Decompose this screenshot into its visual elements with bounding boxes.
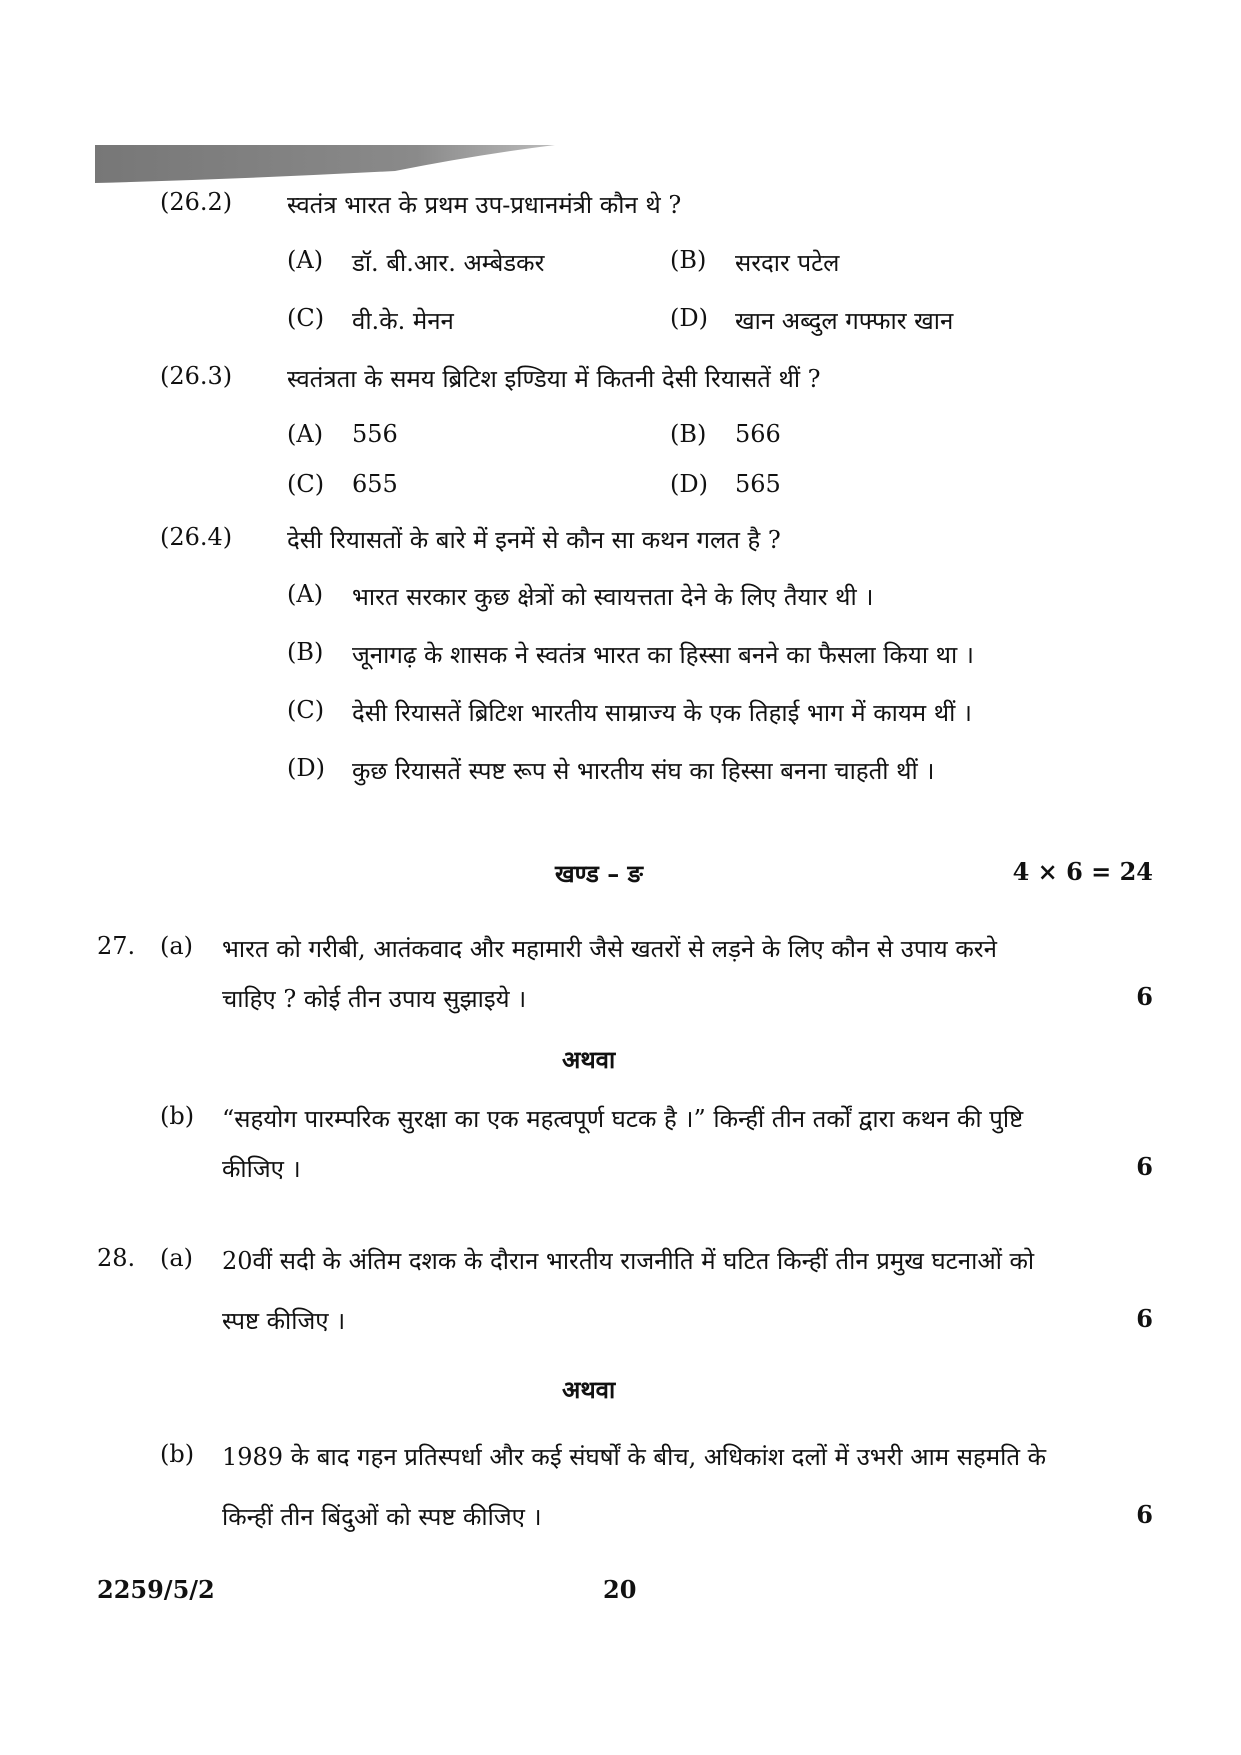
- option-label: (A): [287, 246, 324, 274]
- question-text: 1989 के बाद गहन प्रतिस्पर्धा और कई संघर्षों के बीच, अधिकांश दलों में उभरी आम सहमति के: [222, 1443, 1047, 1471]
- option-text: 566: [735, 420, 781, 448]
- option-text: वी.के. मेनन: [352, 307, 454, 335]
- part-label: (b): [160, 1102, 195, 1130]
- paper-code: 2259/5/2: [97, 1575, 215, 1604]
- option-label: (A): [287, 580, 324, 608]
- option-text: सरदार पटेल: [735, 249, 840, 277]
- question-number: 28.: [97, 1244, 136, 1272]
- option-label: (D): [670, 304, 708, 332]
- question-text: देसी रियासतों के बारे में इनमें से कौन सा कथन गलत है ?: [287, 526, 781, 554]
- question-text: भारत को गरीबी, आतंकवाद और महामारी जैसे खतरों से लड़ने के लिए कौन से उपाय करने: [222, 935, 997, 963]
- question-text: चाहिए ? कोई तीन उपाय सुझाइये ।: [222, 985, 527, 1013]
- part-label: (a): [160, 932, 194, 960]
- marks: 6: [1136, 1152, 1153, 1181]
- option-label: (A): [287, 420, 324, 448]
- option-text: देसी रियासतें ब्रिटिश भारतीय साम्राज्य के एक तिहाई भाग में कायम थीं ।: [352, 699, 973, 727]
- part-label: (a): [160, 1244, 194, 1272]
- question-number: 27.: [97, 932, 136, 960]
- question-number: (26.4): [160, 523, 233, 551]
- option-label: (C): [287, 304, 325, 332]
- option-label: (D): [287, 754, 325, 782]
- option-text: खान अब्दुल गफ्फार खान: [735, 307, 954, 335]
- option-text: भारत सरकार कुछ क्षेत्रों को स्वायत्तता देने के लिए तैयार थी ।: [352, 583, 874, 611]
- option-text: डॉ. बी.आर. अम्बेडकर: [352, 249, 545, 277]
- section-title: खण्ड – ङ: [555, 859, 643, 888]
- question-text: किन्हीं तीन बिंदुओं को स्पष्ट कीजिए ।: [222, 1503, 542, 1531]
- question-text: कीजिए ।: [222, 1155, 301, 1183]
- question-text: स्पष्ट कीजिए ।: [222, 1307, 346, 1335]
- part-label: (b): [160, 1440, 195, 1468]
- marks: 6: [1136, 1304, 1153, 1333]
- question-number: (26.2): [160, 188, 233, 216]
- question-text: स्वतंत्रता के समय ब्रिटिश इण्डिया में कितनी देसी रियासतें थीं ?: [287, 365, 821, 393]
- option-text: 565: [735, 470, 781, 498]
- option-text: 655: [352, 470, 398, 498]
- section-marks: 4 × 6 = 24: [1012, 857, 1153, 886]
- option-text: 556: [352, 420, 398, 448]
- option-label: (D): [670, 470, 708, 498]
- option-text: कुछ रियासतें स्पष्ट रूप से भारतीय संघ का हिस्सा बनना चाहती थीं ।: [352, 757, 935, 785]
- option-text: जूनागढ़ के शासक ने स्वतंत्र भारत का हिस्सा बनने का फैसला किया था ।: [352, 641, 974, 669]
- question-text: 20वीं सदी के अंतिम दशक के दौरान भारतीय राजनीति में घटित किन्हीं तीन प्रमुख घटनाओं को: [222, 1247, 1035, 1275]
- or-divider: अथवा: [562, 1375, 616, 1404]
- header-decorative-bar: [95, 143, 555, 183]
- marks: 6: [1136, 982, 1153, 1011]
- question-number: (26.3): [160, 362, 233, 390]
- or-divider: अथवा: [562, 1045, 616, 1074]
- option-label: (C): [287, 470, 325, 498]
- option-label: (B): [670, 420, 707, 448]
- option-label: (C): [287, 696, 325, 724]
- page-number: 20: [603, 1575, 637, 1604]
- option-label: (B): [287, 638, 324, 666]
- question-text: “सहयोग पारम्परिक सुरक्षा का एक महत्वपूर्ण घटक है ।” किन्हीं तीन तर्कों द्वारा कथन की पुष्टि: [222, 1105, 1024, 1133]
- option-label: (B): [670, 246, 707, 274]
- marks: 6: [1136, 1500, 1153, 1529]
- question-text: स्वतंत्र भारत के प्रथम उप-प्रधानमंत्री कौन थे ?: [287, 191, 682, 219]
